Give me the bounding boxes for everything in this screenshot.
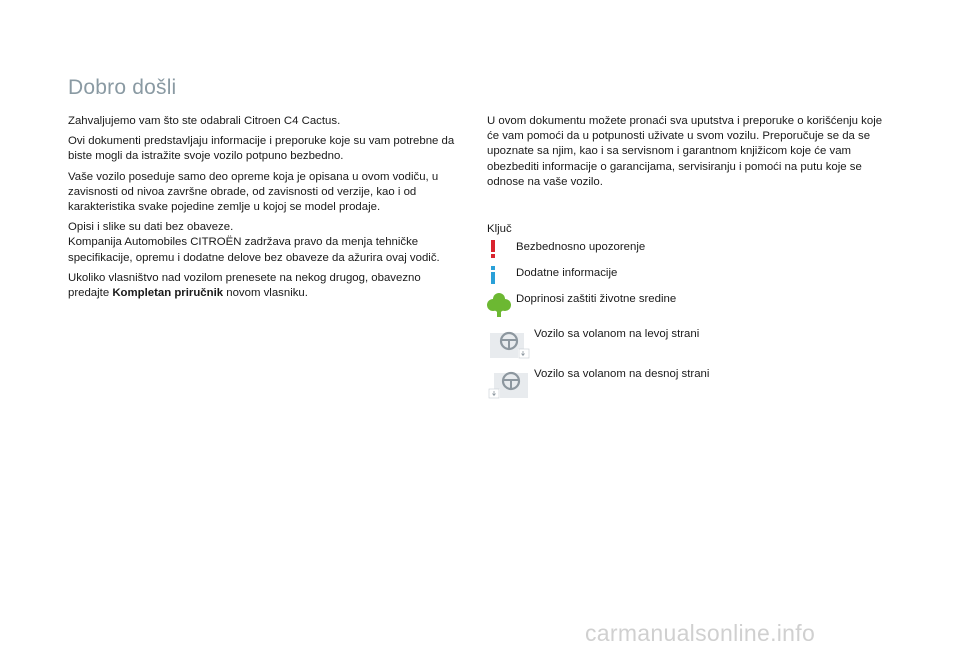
legend-label-safety-warning: Bezbednosno upozorenje: [516, 241, 646, 253]
ownership-text-before: Ukoliko vlasništvo nad vozilom prenesete na nekog drugog, obavezno predajte: [68, 271, 421, 300]
legend-heading: Ključ: [487, 223, 512, 235]
legend-label-left-hand-drive: Vozilo sa volanom na levoj strani: [534, 328, 700, 340]
disclaimer-line-2: Kompanija Automobiles CITROËN zadržava pravo da menja tehničke specifikacije, opremu i dodatne delove bez obaveze da ažurira ovaj vodič.: [68, 236, 440, 264]
document-usage-paragraph: U ovom dokumentu možete pronaći sva uputstva i preporuke o korišćenju koje će vam pomoći da u potpunosti uživate u svom vozilu. Preporučuje se da se upoznate sa njim, kao i sa servisnom i garantnom knjižicom koje će vam obezbediti informacije o garancijama, servisiranju i pomoći na putu koje se odnose na vaše vozilo.: [487, 115, 883, 188]
intro-right-column: [487, 114, 887, 195]
ownership-text-after: novom vlasniku.: [223, 287, 308, 300]
intro-left-column: [68, 114, 460, 306]
watermark-text: carmanualsonline.info: [585, 620, 816, 646]
disclaimer-line-1: Opisi i slike su dati bez obaveze.: [68, 221, 234, 234]
environment-tree-icon: [487, 292, 511, 318]
legend-label-right-hand-drive: Vozilo sa volanom na desnoj strani: [534, 368, 710, 380]
page-title: Dobro došli: [68, 76, 177, 99]
legend-label-additional-info: Dodatne informacije: [516, 267, 618, 279]
left-hand-drive-icon: [490, 327, 530, 359]
intro-paragraph-ownership: [68, 271, 460, 301]
warning-exclamation-icon: [488, 239, 498, 259]
complete-manual-emphasis: Kompletan priručnik: [112, 287, 224, 300]
intro-paragraph-thanks: Zahvaljujemo vam što ste odabrali Citroen C4 Cactus.: [68, 115, 341, 127]
intro-paragraph-disclaimer: [68, 220, 460, 266]
intro-paragraph-documents: Ovi dokumenti predstavljaju informacije i preporuke koje su vam potrebne da biste mogli da istražite svoje vozilo potpuno bezbedno.: [68, 135, 455, 163]
info-icon: [488, 265, 498, 285]
right-hand-drive-icon: [488, 367, 528, 399]
intro-paragraph-equipment: Vaše vozilo poseduje samo deo opreme koja je opisana u ovom vodiču, u zavisnosti od nivoa završne obrade, od zavisnosti od verzije, kao i od karakteristika svake pojedine zemlje u kojoj se model prodaje.: [68, 170, 439, 214]
legend-label-environment: Doprinosi zaštiti životne sredine: [516, 293, 677, 305]
